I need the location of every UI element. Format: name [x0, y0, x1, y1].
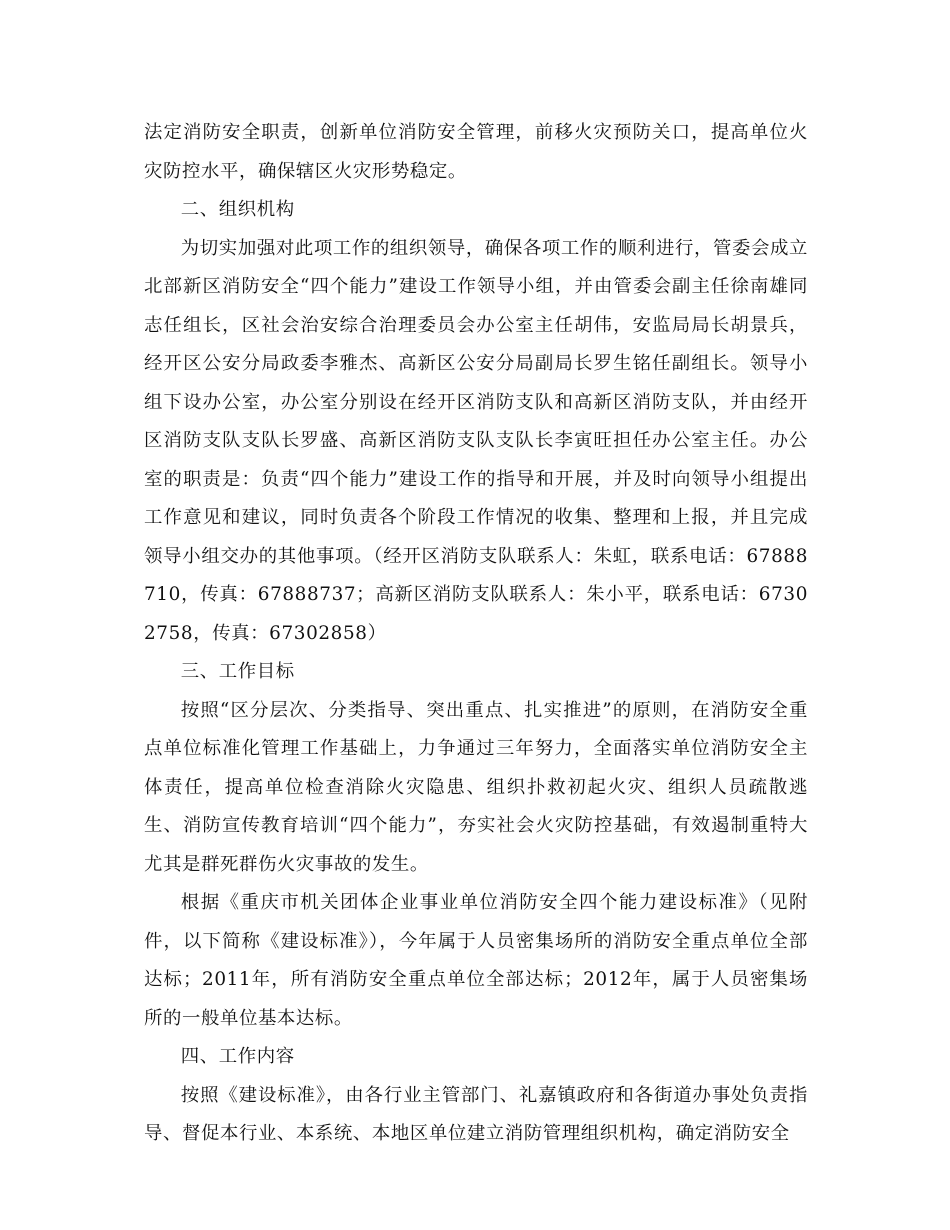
paragraph-organization: 为切实加强对此项工作的组织领导，确保各项工作的顺利进行，管委会成立北部新区消防安全“四个能力”建设工作领导小组，并由管委会副主任徐南雄同志任组长，区社会治安综合治理委员会办公室主任胡伟，安监局局长胡景兵，经开区公安分局政委李雅杰、高新区公安分局副局长罗生铭任副组长。领导小组下设办公室，办公室分别设在经开区消防支队和高新区消防支队，并由经开区消防支队支队长罗盛、高新区消防支队支队长李寅旺担任办公室主任。办公室的职责是：负责“四个能力”建设工作的指导和开展，并及时向领导小组提出工作意见和建议，同时负责各个阶段工作情况的收集、整理和上报，并且完成领导小组交办的其他事项。（经开区消防支队联系人：朱虹，联系电话：67888710，传真：67888737；高新区消防支队联系人：朱小平，联系电话：67302758，传真：67302858）	[144, 237, 808, 644]
paragraph-intro-continued: 法定消防安全职责，创新单位消防安全管理，前移火灾预防关口，提高单位火灾防控水平，确保辖区火灾形势稳定。	[144, 122, 808, 182]
paragraph-content: 按照《建设标准》，由各行业主管部门、礼嘉镇政府和各街道办事处负责指导、督促本行业、本系统、本地区单位建立消防管理组织机构，确定消防安全	[144, 1084, 808, 1144]
section-heading-organization: 二、组织机构	[180, 199, 295, 220]
section-heading-content: 四、工作内容	[180, 1046, 295, 1067]
section-heading-goals: 三、工作目标	[180, 661, 295, 682]
paragraph-goals: 按照“区分层次、分类指导、突出重点、扎实推进”的原则，在消防安全重点单位标准化管理工作基础上，力争通过三年努力，全面落实单位消防安全主体责任，提高单位检查消除火灾隐患、组织扑救初起火灾、组织人员疏散逃生、消防宣传教育培训“四个能力”，夯实社会火灾防控基础，有效遏制重特大尤其是群死群伤火灾事故的发生。	[144, 699, 808, 875]
paragraph-standards: 根据《重庆市机关团体企业事业单位消防安全四个能力建设标准》（见附件，以下简称《建设标准》），今年属于人员密集场所的消防安全重点单位全部达标；2011年，所有消防安全重点单位全部达标；2012年，属于人员密集场所的一般单位基本达标。	[144, 892, 808, 1029]
document-body	[144, 114, 808, 1154]
